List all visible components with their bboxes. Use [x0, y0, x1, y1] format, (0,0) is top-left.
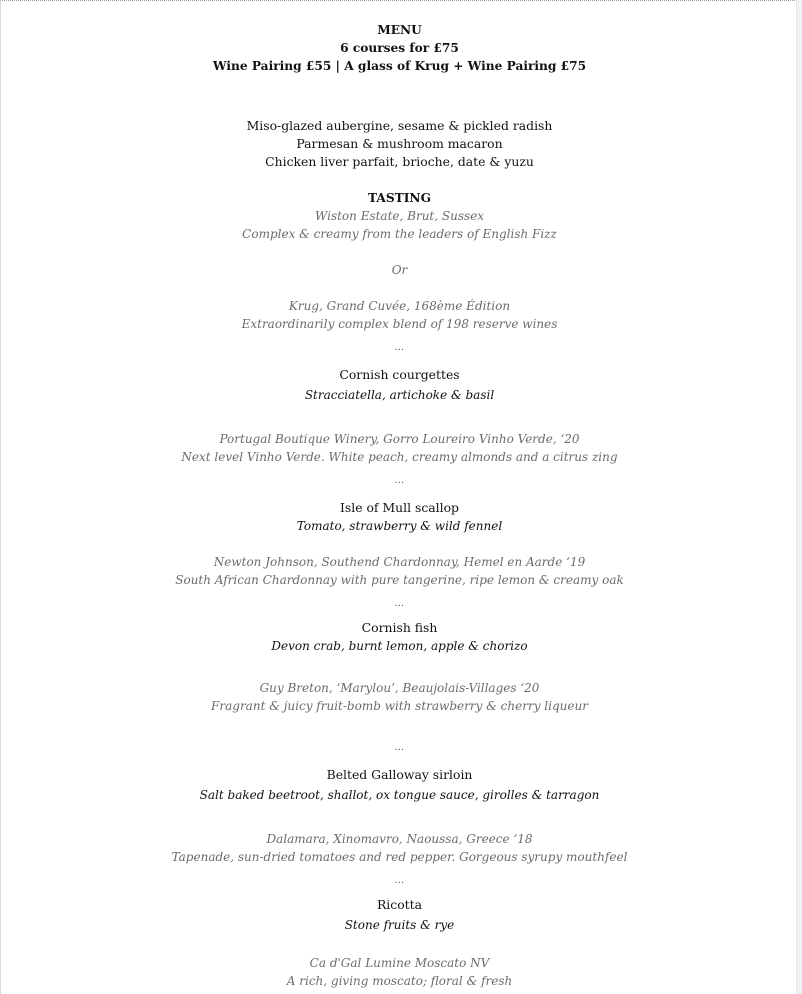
wine-name: Dalamara, Xinomavro, Naoussa, Greece ‘18 [266, 832, 533, 846]
wine-name: Ca d'Gal Lumine Moscato NV [309, 956, 490, 970]
course-description: Devon crab, burnt lemon, apple & chorizo [271, 639, 528, 653]
course-description: Stone fruits & rye [344, 918, 455, 932]
course-dish: Belted Galloway sirloin [326, 767, 473, 782]
wine-note: South African Chardonnay with pure tangerine, ripe lemon & creamy oak [175, 573, 624, 587]
scrollbar-track[interactable] [796, 0, 802, 994]
wine-name: Krug, Grand Cuvée, 168ème Édition [288, 299, 511, 313]
snack-item: Chicken liver parfait, brioche, date & yuzu [265, 154, 534, 169]
wine-name: Newton Johnson, Southend Chardonnay, Hemel en Aarde ‘19 [213, 555, 586, 569]
wine-name: Wiston Estate, Brut, Sussex [314, 209, 485, 223]
separator: ... [394, 876, 405, 886]
course-description: Salt baked beetroot, shallot, ox tongue sauce, girolles & tarragon [199, 788, 600, 802]
course-dish: Isle of Mull scallop [339, 500, 459, 515]
wine-note: Extraordinarily complex blend of 198 reserve wines [241, 317, 558, 331]
course-dish: Cornish courgettes [339, 367, 460, 382]
separator: ... [394, 476, 405, 486]
wine-note: Tapenade, sun-dried tomatoes and red pepper. Gorgeous syrupy mouthfeel [171, 850, 628, 864]
or-label: Or [391, 263, 408, 277]
tasting-heading: TASTING [368, 191, 431, 205]
course-description: Tomato, strawberry & wild fennel [296, 519, 503, 533]
separator: ... [394, 743, 405, 753]
wine-name: Guy Breton, ‘Marylou’, Beaujolais-Villages ‘20 [259, 681, 540, 695]
snack-item: Miso-glazed aubergine, sesame & pickled radish [246, 118, 553, 133]
course-dish: Cornish fish [361, 620, 438, 635]
separator: ... [394, 599, 405, 609]
wine-note: Complex & creamy from the leaders of English Fizz [242, 227, 557, 241]
separator: ... [394, 343, 405, 353]
wine-pairing-price: Wine Pairing £55 | A glass of Krug + Wine Pairing £75 [212, 59, 587, 73]
snack-item: Parmesan & mushroom macaron [296, 136, 503, 151]
course-dish: Ricotta [376, 897, 423, 912]
wine-note: A rich, giving moscato; floral & fresh [286, 974, 513, 988]
wine-note: Next level Vinho Verde. White peach, creamy almonds and a citrus zing [181, 450, 618, 464]
wine-note: Fragrant & juicy fruit-bomb with strawberry & cherry liqueur [211, 699, 588, 713]
menu-title: MENU [377, 23, 422, 37]
course-description: Stracciatella, artichoke & basil [304, 388, 495, 402]
course-price: 6 courses for £75 [340, 41, 459, 55]
wine-name: Portugal Boutique Winery, Gorro Loureiro Vinho Verde, ‘20 [219, 432, 580, 446]
